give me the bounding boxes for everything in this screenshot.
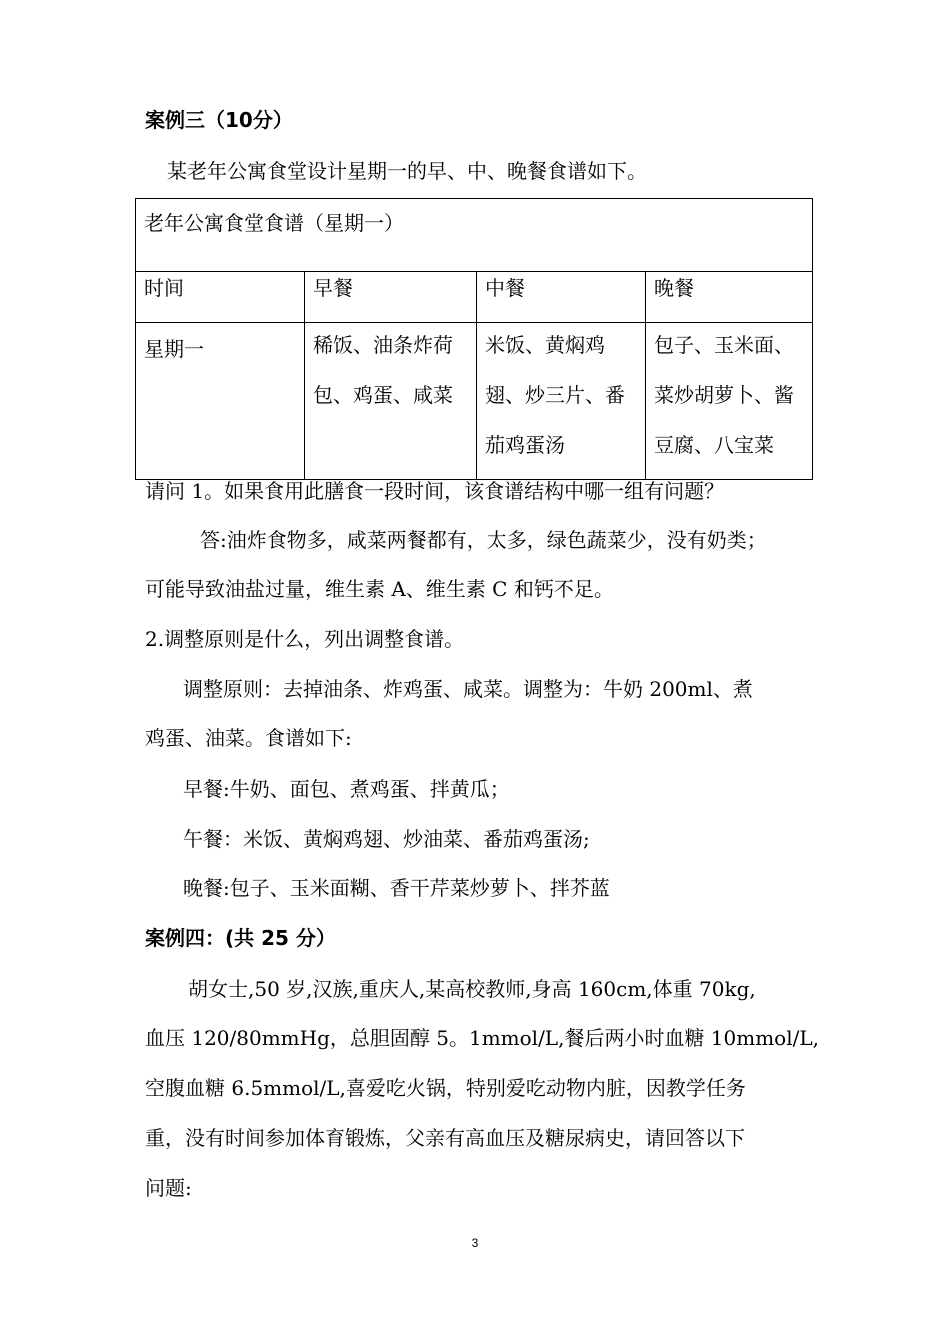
menu-table-header-row [136,272,813,323]
menu-table-title-row [136,199,813,272]
answer-2-line-2: 鸡蛋、油菜。食谱如下: [145,726,352,750]
question-2: 2.调整原则是什么，列出调整食谱。 [145,627,465,651]
header-time: 时间 [136,272,305,323]
adjusted-dinner: 晚餐:包子、玉米面糊、香干芹菜炒萝卜、拌芥蓝 [183,876,610,900]
case4-line-3: 空腹血糖 6.5mmol/L,喜爱吃火锅，特别爱吃动物内脏，因教学任务 [145,1076,746,1100]
answer-1-line-2: 可能导致油盐过量，维生素 A、维生素 C 和钙不足。 [145,577,614,601]
case4-line-5: 问题: [145,1176,192,1200]
case3-intro: 某老年公寓食堂设计星期一的早、中、晚餐食谱如下。 [167,159,647,183]
case4-line-2: 血压 120/80mmHg，总胆固醇 5。1mmol/L,餐后两小时血糖 10mmol/L, [145,1026,819,1050]
case4-line-1: 胡女士,50 岁,汉族,重庆人,某高校教师,身高 160cm,体重 70kg, [188,977,756,1001]
answer-1-line-1: 答:油炸食物多，咸菜两餐都有，太多，绿色蔬菜少，没有奶类； [200,528,767,552]
cell-dinner [646,323,813,480]
header-breakfast: 早餐 [305,272,477,323]
cell-day [136,323,305,480]
answer-2-line-1: 调整原则：去掉油条、炸鸡蛋、咸菜。调整为：牛奶 200ml、煮 [183,677,753,701]
case4-heading: 案例四：(共 25 分） [145,926,336,950]
menu-table-title: 老年公寓食堂食谱（星期一） [136,199,813,272]
header-dinner: 晚餐 [646,272,813,323]
adjusted-breakfast: 早餐:牛奶、面包、煮鸡蛋、拌黄瓜； [183,777,510,801]
cell-breakfast-text: 稀饭、油条炸荷 包、鸡蛋、咸菜 [313,333,453,407]
page-number: 3 [471,1236,479,1250]
cell-dinner-text: 包子、玉米面、 菜炒胡萝卜、酱 豆腐、八宝菜 [654,333,794,457]
case4-line-4: 重，没有时间参加体育锻炼，父亲有高血压及糖尿病史，请回答以下 [145,1126,745,1150]
cell-day-text: 星期一 [144,337,204,361]
menu-table [135,198,813,480]
table-row [136,323,813,480]
cell-lunch [477,323,646,480]
question-1: 请问 1。如果食用此膳食一段时间，该食谱结构中哪一组有问题？ [145,479,725,503]
cell-lunch-text: 米饭、黄焖鸡 翅、炒三片、番 茄鸡蛋汤 [485,333,625,457]
cell-breakfast [305,323,477,480]
header-lunch: 中餐 [477,272,646,323]
adjusted-lunch: 午餐：米饭、黄焖鸡翅、炒油菜、番茄鸡蛋汤; [183,827,590,851]
case3-heading: 案例三（10分） [145,108,293,132]
